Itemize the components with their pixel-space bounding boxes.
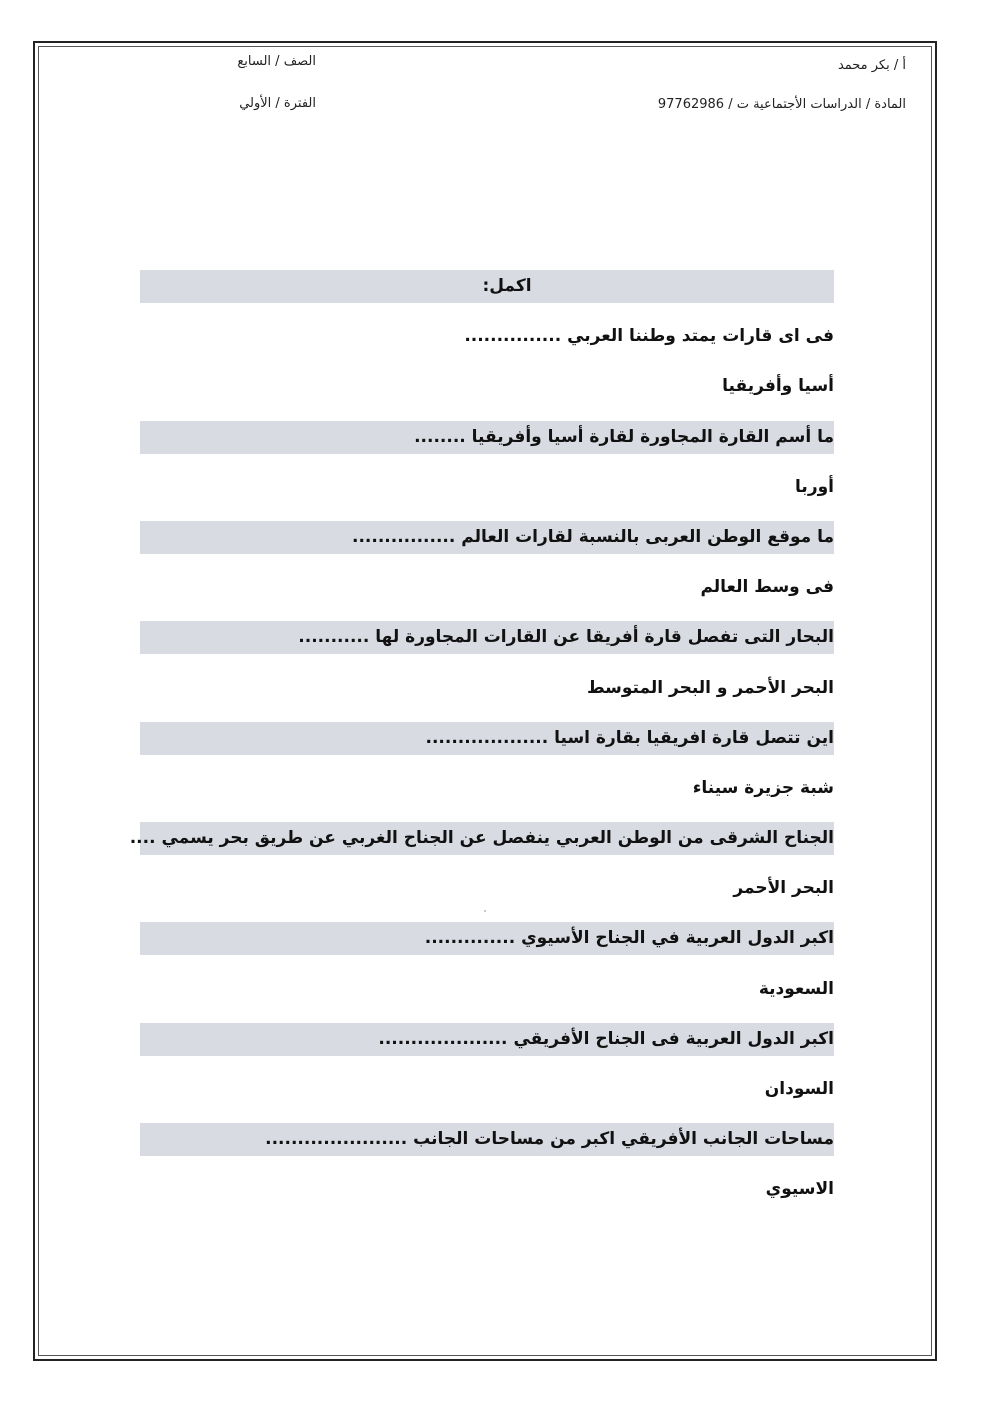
- subject-and-phone: المادة / الدراسات الأجتماعية ت / 97762986: [657, 97, 906, 112]
- answer-6: البحر الأحمر: [733, 878, 834, 899]
- answer-5: شبة جزيرة سيناء: [692, 777, 834, 798]
- worksheet: [129, 270, 834, 1224]
- worksheet-title: اكمل:: [140, 270, 834, 303]
- question-3: ما موقع الوطن العربى بالنسبة لقارات العالم ................: [140, 521, 834, 554]
- grade-label: الصف / السابع: [237, 54, 316, 69]
- answer-8: السودان: [764, 1079, 834, 1099]
- answer-9: الاسيوي: [765, 1179, 834, 1200]
- question-6: الجناح الشرقى من الوطن العربي ينفصل عن الجناح الغربي عن طريق بحر يسمي ....: [140, 822, 834, 855]
- question-4: البحار التى تفصل قارة أفريقا عن القارات المجاورة لها ...........: [140, 621, 834, 654]
- question-8: اكبر الدول العربية فى الجناح الأفريقي ....................: [140, 1023, 834, 1056]
- question-1: فى اى قارات يمتد وطننا العربي ...............: [464, 326, 834, 347]
- answer-2: أوربا: [795, 476, 834, 497]
- answer-3: فى وسط العالم: [700, 577, 834, 598]
- answer-4: البحر الأحمر و البحر المتوسط: [586, 677, 834, 698]
- teacher-name: أ / بكر محمد: [837, 58, 906, 73]
- question-9: مساحات الجانب الأفريقي اكبر من مساحات الجانب ......................: [140, 1123, 834, 1156]
- answer-1: أسيا وأفريقيا: [722, 376, 834, 397]
- question-7: اكبر الدول العربية في الجناح الأسيوي ..............: [140, 922, 834, 955]
- question-5: اين تتصل قارة افريقيا بقارة اسيا ...................: [140, 722, 834, 755]
- scan-speck: [484, 910, 486, 912]
- answer-7: السعودية: [758, 978, 834, 999]
- question-2: ما أسم القارة المجاورة لقارة أسيا وأفريقيا ........: [140, 421, 834, 454]
- term-label: الفترة / الأولي: [239, 96, 316, 111]
